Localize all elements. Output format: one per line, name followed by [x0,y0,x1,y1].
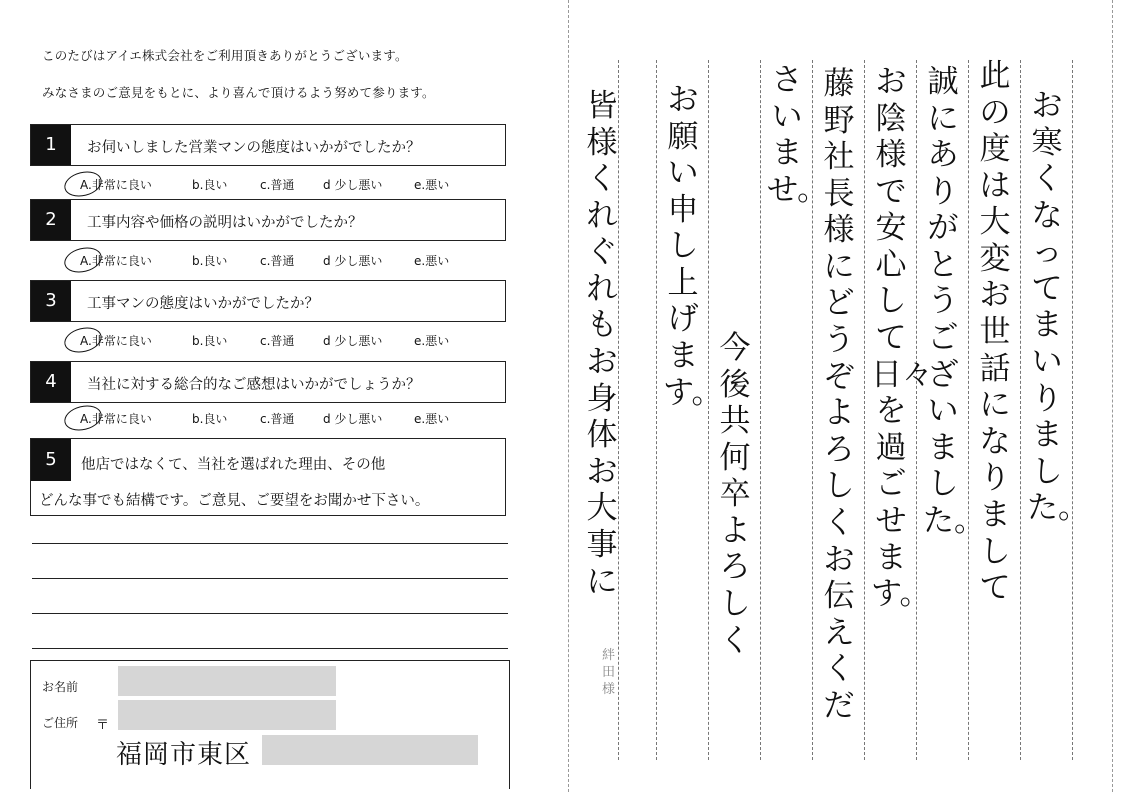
redacted-name-field[interactable] [118,666,336,696]
question-4 [30,361,506,403]
question-number: 5 [31,439,71,481]
option-b[interactable]: b.良い [192,334,228,348]
question-number: 1 [31,125,71,165]
selected-circle-mark [62,402,105,434]
option-d[interactable]: d 少し悪い [323,178,383,192]
question-number: 3 [31,281,71,321]
column-guide [656,60,657,760]
letter-column-7: 今後共何卒よろしく [719,330,751,659]
question-text-line-2: どんな事でも結構です。ご意見、ご要望をお聞かせ下さい。 [39,493,430,509]
question-text: 工事マンの態度はいかがでしたか？ [87,296,319,312]
selected-circle-mark [62,244,105,276]
option-c[interactable]: c.普通 [260,334,295,348]
comment-line[interactable] [32,648,508,649]
signature-stamp: 絆田様 [602,648,616,697]
question-5 [30,438,506,516]
comment-line[interactable] [32,543,508,544]
option-b[interactable]: b.良い [192,412,228,426]
option-b[interactable]: b.良い [192,178,228,192]
letter-column-5: 藤野社長様にどうぞよろしくお伝えくだ [823,66,855,724]
option-d[interactable]: d 少し悪い [323,254,383,268]
selected-circle-mark [62,168,105,200]
question-number: 4 [31,362,71,402]
comment-line[interactable] [32,613,508,614]
column-guide [760,60,761,760]
question-text: お伺いしました営業マンの態度はいかがでしたか？ [87,140,421,156]
question-number: 2 [31,200,71,240]
redacted-postal-field[interactable] [118,700,336,730]
intro-line-2: みなさまのご意見をもとに、より喜んで頂けるよう努めて参ります。 [42,85,435,100]
letter-column-2: 此の度は大変お世話になりまして [979,58,1011,607]
handwritten-letter [572,0,1140,792]
option-a[interactable]: A.非常に良い [80,412,152,426]
option-a[interactable]: A.非常に良い [80,254,152,268]
question-text-line-1: 他店ではなくて、当社を選ばれた理由、その他 [81,457,386,473]
option-e[interactable]: e.悪い [414,254,450,268]
column-guide [1072,60,1073,760]
letter-column-1: お寒くなってまいりました。 [1027,88,1089,527]
option-b[interactable]: b.良い [192,254,228,268]
option-e[interactable]: e.悪い [414,178,450,192]
page-divider [568,0,569,792]
intro-line-1: このたびはアイエ株式会社をご利用頂きありがとうございます。 [42,48,408,63]
address-label: ご住所 [42,716,79,730]
name-label: お名前 [42,680,79,694]
question-1 [30,124,506,166]
option-c[interactable]: c.普通 [260,178,295,192]
option-a[interactable]: A.非常に良い [80,334,152,348]
letter-column-9: 皆様くれぐれもお身体お大事に [586,88,618,600]
letter-column-8: お願い申し上げます。 [663,82,723,411]
option-a[interactable]: A.非常に良い [80,178,152,192]
letter-column-6: さいませ。 [767,62,829,208]
question-3 [30,280,506,322]
comment-line[interactable] [32,578,508,579]
question-2 [30,199,506,241]
option-c[interactable]: c.普通 [260,412,295,426]
column-guide [916,60,917,760]
selected-circle-mark [62,324,105,356]
option-d[interactable]: d 少し悪い [323,412,383,426]
column-guide [812,60,813,760]
option-e[interactable]: e.悪い [414,412,450,426]
column-guide [864,60,865,760]
redacted-address-field[interactable] [262,735,478,765]
postal-mark: 〒 [96,718,110,733]
question-text: 当社に対する総合的なご感想はいかがでしょうか？ [87,377,421,393]
page-edge [1112,0,1113,792]
option-d[interactable]: d 少し悪い [323,334,383,348]
question-text: 工事内容や価格の説明はいかがでしたか？ [87,215,363,231]
letter-column-4: お陰様で安心して日々を過ごせます。 [871,64,933,613]
option-e[interactable]: e.悪い [414,334,450,348]
survey-form [0,0,560,792]
handwritten-address: 福岡市東区 [116,740,252,770]
letter-column-3: 誠にありがとうございました。 [923,64,985,539]
option-c[interactable]: c.普通 [260,254,295,268]
column-guide [1020,60,1021,760]
column-guide [968,60,969,760]
